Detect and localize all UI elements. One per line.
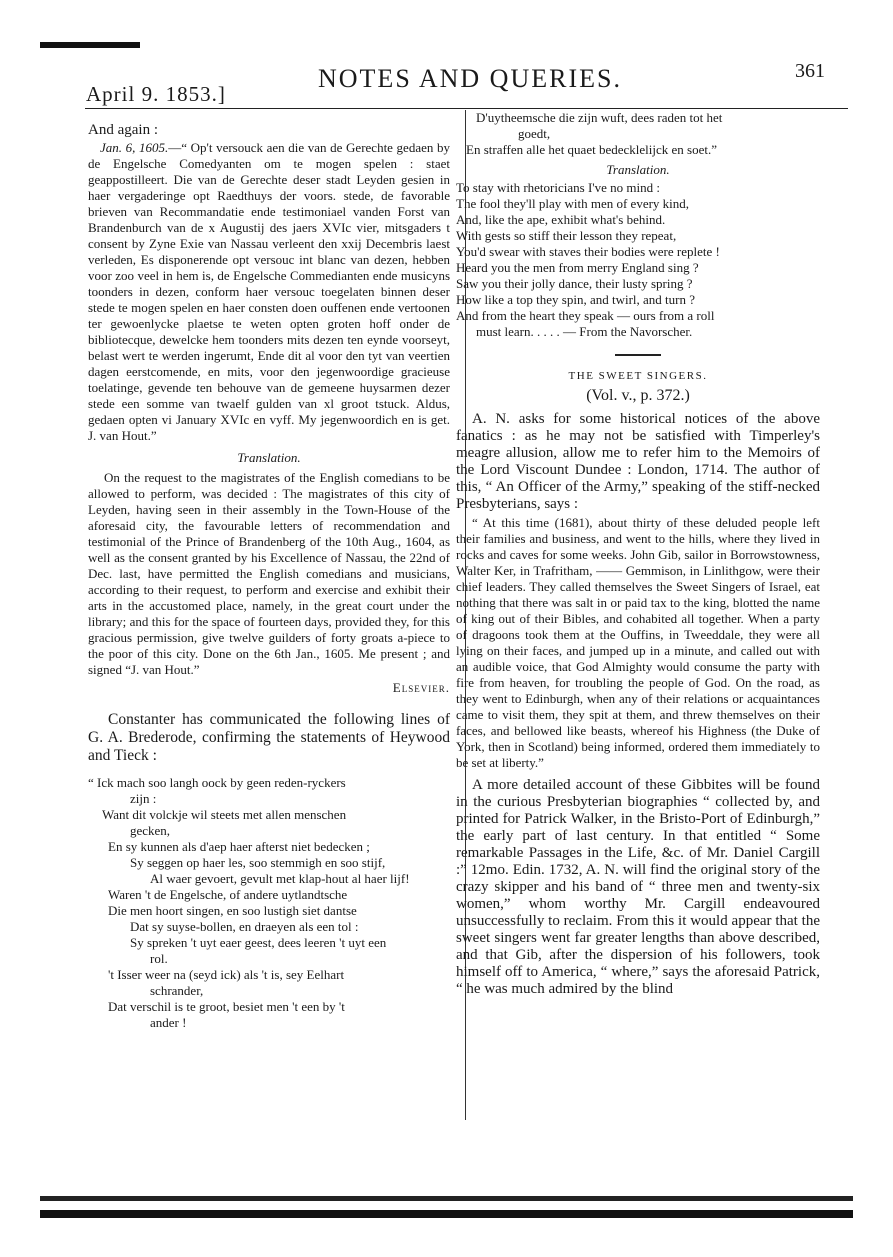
paragraph-intro: A. N. asks for some historical notices of the above fanatics : as he may not be satisfied with Timperley's meagre allusion, allow me to refer him to the Memoirs of the Lord Viscount Dundee : London, 1714. The author of this, “ An Officer of the Army,” speaking of the stiff-necked Presbyterians, says : [456, 410, 820, 512]
verse-line: And, like the ape, exhibit what's behind. [456, 212, 666, 227]
verse-line: Sy seggen op haer les, soo stemmigh en soo stijf, [130, 854, 386, 870]
verse-line: 't Isser weer na (seyd ick) als 't is, sey Eelhart [108, 966, 345, 982]
signature: Elsevier. [392, 680, 450, 696]
translation-verse [456, 180, 820, 340]
header-rule [85, 108, 848, 109]
issue-date: April 9. 1853.] [86, 82, 226, 106]
section-divider [615, 354, 661, 356]
intro-line: And again : [88, 122, 158, 138]
verse-line: With gests so stiff their lesson they repeat, [456, 228, 677, 243]
verse-line: En sy kunnen als d'aep haer afterst niet bedecken ; [108, 838, 370, 854]
verse-ending [456, 110, 820, 158]
verse-line: Waren 't de Engelsche, of andere uytlandtsche [108, 886, 348, 902]
dutch-document [88, 140, 450, 444]
verse-line: The fool they'll play with men of every kind, [456, 196, 690, 211]
page-number: 361 [795, 60, 825, 82]
verse-line: schrander, [150, 982, 204, 998]
bottom-rule-thin [40, 1196, 853, 1201]
page-header [80, 60, 853, 110]
verse-line: “ Ick mach soo langh oock by geen reden-ryckers [88, 774, 346, 790]
translation-heading: Translation. [237, 450, 301, 466]
verse-line: Dat verschil is te groot, besiet men 't een by 't [108, 998, 345, 1014]
verse-line: Saw you their jolly dance, their lusty spring ? [456, 276, 693, 291]
verse-line: Die men hoort singen, en soo lustigh siet dantse [108, 902, 357, 918]
verse-line: Heard you the men from merry England sing ? [456, 260, 699, 275]
verse-line: rol. [150, 950, 168, 966]
journal-title: NOTES AND QUERIES. [318, 64, 622, 93]
translation-text: On the request to the magistrates of the English comedians to be allowed to perform, was decided : The magistrates of this city of Leyden, having seen in their assembly in the Town-House of the aforesaid city, the favourable letters of recommendation and testimonial of the Prince of Brandenberg of the 10th Aug., 1604, as well as the consent granted by his Excellence of Nassau, the 22nd of Dec. last, have permitted the English comedians and musicians, according to their request, to perform and exercise and exhibit their arts in the accustomed place, namely, in the great court under the library; and this for the space of fourteen days, provided they, for this gracious permission, give twelve guilders of forty groats a-piece to the poor of this city. Done on the 6th Jan., 1605. Me present ; and signed “J. van Hout.” [88, 470, 450, 678]
section-title: THE SWEET SINGERS. [568, 370, 708, 382]
paragraph-gibbites: A more detailed account of these Gibbites will be found in the curious Presbyterian biographies “ collected by, and printed for Patrick Walker, in the Bristo-Port of Edinburgh,” the early part of last century. In that entitled “ Some remarkable Passages in the Life, &c. of Mr. Daniel Cargill :” 12mo. Edin. 1732, A. N. will find the original story of the crazy skipper and his band of “ three men and twenty-six women,” whom worthy Mr. Cargill endeavoured unsuccessfully to reclaim. From this it would appear that the sweet singers went far greater lengths than above described, and that Gib, after the dispersion of his followers, took himself off to America, “ where,” says the aforesaid Patrick, “ he was much admired by the blind [456, 776, 820, 997]
translation-heading: Translation. [606, 162, 670, 177]
verse-line: Dat sy suyse-bollen, en draeyen als een tol : [130, 918, 359, 934]
dutch-text: —“ Op't versouck aen die van de Gerechte gedaen by de Engelsche Comedyanten om te mogen spelen : staet geappostilleert. Die van de Gerechte deser stadt Leyden gesien in haer vergaderinge opt Raedthuys der voors. stede, de favorable brieven van Recommandatie ende testimoniael vanden Forst van Brandenburch van de x Augustij des jaers XVIc vier, mitsgaders t consent by Zyne Exie van Nassau verleent den xxij Decembris laest verleden, Es disponerende opt versouc int blanc van dezen, hebben voor zoo veel in hem is, de Engelsche Commedianten ende musicyns toonders in dezen, conform haer versouc toegelaten binnen deser stede te mogen spelen en haer consten doen ouffenen ende vertoonen ter gewoenlycke plaetse te weten opten groten hoff onder de bibliotecque, dewelcke hem toonders mits dezen ten eynde voorseyt, belast wert te werden ingerumt, Ende dit al voor den tyt van veertien dagen eerstcomende, en mits, voor den jegenwoordige gracieuse toelatinge, gevende ten behouve van de gemeene huysarmen dezer stede een somme van twaelf gulden van xl groot tstuck. Aldus, gedaen opten vi January XVIc en vyff. My jegenwoordich en is get. J. van Hout.” [88, 140, 450, 444]
verse-line: To stay with rhetoricians I've no mind : [456, 180, 660, 195]
dutch-date: Jan. 6, 1605. [100, 140, 169, 156]
constanter-paragraph: Constanter has communicated the following lines of G. A. Brederode, confirming the statements of Heywood and Tieck : [88, 710, 450, 764]
verse-line: You'd swear with staves their bodies were replete ! [456, 244, 720, 259]
left-column [88, 122, 450, 1031]
verse-line: En straffen alle het quaet bedecklelijck en soet.” [466, 142, 717, 157]
verse-line: goedt, [518, 126, 551, 141]
verse-line: How like a top they spin, and twirl, and turn ? [456, 292, 696, 307]
dundee-quote: “ At this time (1681), about thirty of these deluded people left their families and business, and went to the hills, where they lived in rocks and caves for some weeks. John Gib, sailor in Borrowstowness, Walter Ker, in Trafritham, —— Gemmison, in Linlithgow, were their chief leaders. They called themselves the Sweet Singers of Israel, eat nothing that there was salt in or paid tax to the king, blotted the name of king out of their Bibles, and cohabited all together. When a party of dragoons took them at the Ouffins, in Tweeddale, they were all lying on their faces, and jumped up in a minute, and called out with an audible voice, that God Almighty would consume the party with fire from heaven, for troubling the people of God. On the road, as they went to Edinburgh, when any of their relations or acquaintances came to visit them, they spit at them, and threw themselves on their faces, and bellowed like beasts, whereof his Highness (the Duke of York, then in Scotland) being informed, ordered them immediately to be set at liberty.” [456, 514, 820, 770]
bottom-rule-thick [40, 1210, 853, 1218]
verse-line: gecken, [130, 822, 171, 838]
verse-line: zijn : [130, 790, 157, 806]
verse-line: must learn. . . . . — From the Navorscher. [476, 324, 693, 339]
section-reference: (Vol. v., p. 372.) [586, 387, 690, 405]
right-column [456, 110, 820, 998]
brederode-verse [88, 775, 450, 1031]
verse-line: And from the heart they speak — ours from a roll [456, 308, 715, 323]
verse-line: Al waer gevoert, gevult met klap-hout al haer lijf! [150, 870, 410, 886]
verse-line: D'uytheemsche die zijn wuft, dees raden tot het [476, 110, 723, 125]
verse-line: ander ! [150, 1014, 187, 1030]
verse-line: Want dit volckje wil steets met allen menschen [102, 806, 347, 822]
top-rule-mark [40, 42, 140, 48]
bottom-border [40, 1196, 853, 1222]
verse-line: Sy spreken 't uyt eaer geest, dees leeren 't uyt een [130, 934, 387, 950]
